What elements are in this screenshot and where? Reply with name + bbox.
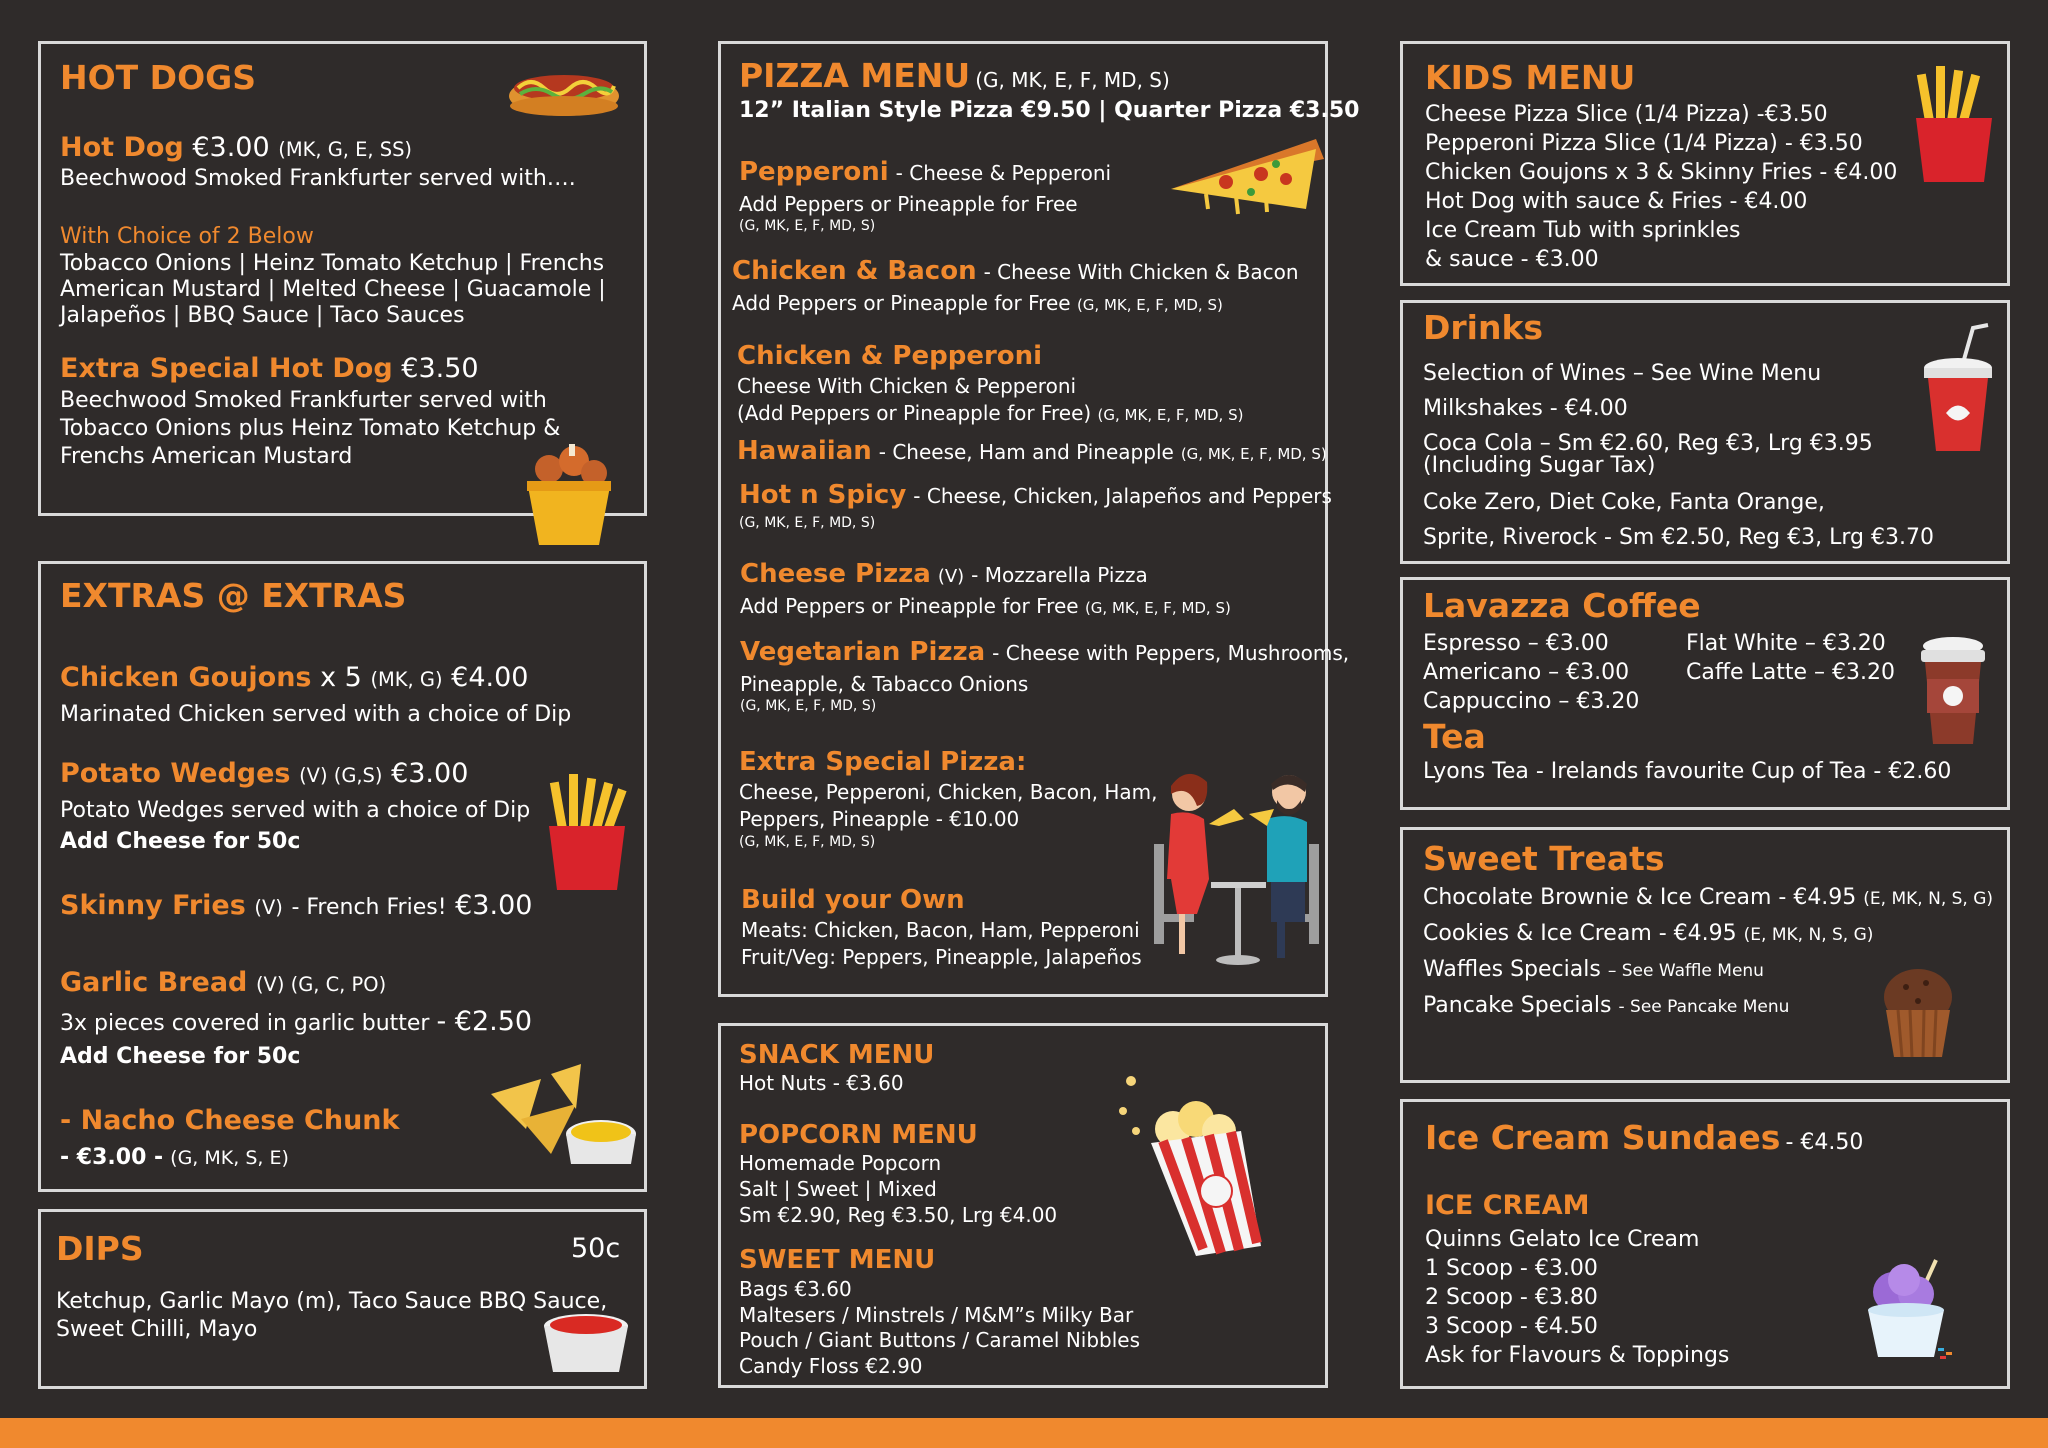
brownie-line (1423, 884, 1993, 913)
pizza-item-allergens: (G, MK, E, F, MD, S) (1084, 599, 1231, 617)
sweet-treats-title: Sweet Treats (1423, 839, 1665, 878)
pizza-item-name: Hot n Spicy (739, 480, 907, 510)
pizza-item-line-wrap (732, 290, 1223, 319)
goujons-allergens: (MK, G) (370, 668, 443, 691)
drinks-line-1: Selection of Wines – See Wine Menu (1423, 361, 1822, 386)
tea-title: Tea (1423, 717, 1486, 756)
coffee-espresso: Espresso – €3.00 (1423, 631, 1609, 656)
cookies-allergens: (E, MK, N, S, G) (1743, 925, 1874, 945)
coffee-cup-icon (1913, 634, 1993, 749)
ice-cream-line: Quinns Gelato Ice Cream (1425, 1227, 1700, 1252)
pizza-item-line-wrap (740, 593, 1231, 621)
fries-desc: - French Fries! (291, 895, 447, 920)
waffles-item: Waffles Specials (1423, 957, 1601, 982)
garlic-desc: 3x pieces covered in garlic butter (60, 1011, 430, 1036)
sweet-treats-panel (1400, 827, 2010, 1083)
choice-line-2: American Mustard | Melted Cheese | Guacamole | (60, 277, 606, 302)
kids-line: Hot Dog with sauce & Fries - €4.00 (1425, 189, 1808, 214)
pizza-item-allergens: (G, MK, E, F, MD, S) (1076, 296, 1223, 314)
tea-line: Lyons Tea - Irelands favourite Cup of Tea - €2.60 (1423, 759, 1952, 784)
pizza-item-line: Cheese, Pepperoni, Chicken, Bacon, Ham, (739, 780, 1158, 804)
garlic-tags: (V) (G, C, PO) (255, 973, 387, 996)
pizza-item-desc: - Cheese & Pepperoni (895, 161, 1112, 185)
choice-heading: With Choice of 2 Below (60, 224, 314, 249)
hot-dog-desc: Beechwood Smoked Frankfurter served with…. (60, 166, 576, 191)
pizza-slice-icon (1166, 134, 1326, 219)
ice-cream-line: Ask for Flavours & Toppings (1425, 1343, 1730, 1368)
pizza-item-line: Add Peppers or Pineapple for Free (739, 192, 1078, 216)
pizza-item-allergens: (G, MK, E, F, MD, S) (740, 698, 877, 714)
pizza-title: PIZZA MENU (739, 56, 971, 95)
hot-dogs-title: HOT DOGS (60, 58, 256, 97)
pizza-item-name: Build your Own (741, 885, 965, 915)
choice-line-1: Tobacco Onions | Heinz Tomato Ketchup | Frenchs (60, 251, 605, 276)
wedges-cheese: Add Cheese for 50c (60, 829, 301, 854)
wedges-price: €3.00 (391, 758, 469, 789)
snack-title: SNACK MENU (739, 1040, 935, 1070)
sweet-line-1: Bags €3.60 (739, 1277, 852, 1301)
goujons-desc: Marinated Chicken served with a choice of Dip (60, 702, 572, 727)
pizza-item-name: Extra Special Pizza: (739, 747, 1027, 777)
pizza-item-hot-n-spicy (739, 482, 1332, 510)
extras-panel (38, 561, 647, 1192)
pizza-item-line: Add Peppers or Pineapple for Free (732, 291, 1071, 315)
pizza-item-vegetarian (740, 639, 1349, 667)
nacho-line (60, 1144, 289, 1172)
pizza-item-line-wrap (737, 400, 1243, 428)
sundaes-panel (1400, 1099, 2010, 1389)
goujons-name: Chicken Goujons (60, 662, 312, 693)
kids-line: Chicken Goujons x 3 & Skinny Fries - €4.00 (1425, 160, 1898, 185)
garlic-cheese: Add Cheese for 50c (60, 1044, 301, 1069)
garlic-name: Garlic Bread (60, 967, 248, 998)
dips-price: 50c (571, 1233, 621, 1264)
kids-panel (1400, 41, 2010, 286)
pizza-item-allergens: (G, MK, E, F, MD, S) (739, 218, 876, 234)
pizza-item-allergens: (G, MK, E, F, MD, S) (1180, 445, 1327, 463)
hot-dog-allergens: (MK, G, E, SS) (278, 138, 413, 161)
pizza-title-allergens: (G, MK, E, F, MD, S) (975, 68, 1170, 92)
extra-hot-dog-price: €3.50 (401, 353, 479, 384)
drinks-line-5: Coke Zero, Diet Coke, Fanta Orange, (1423, 490, 1825, 515)
nacho-name: - Nacho Cheese Chunk (60, 1105, 400, 1136)
couple-eating-icon (1149, 764, 1324, 974)
sweet-title: SWEET MENU (739, 1245, 936, 1275)
sundaes-title-line (1425, 1118, 1863, 1158)
goujons-qty: x 5 (320, 662, 362, 693)
extra-hot-dog-item (60, 353, 479, 385)
pancakes-line (1423, 992, 1789, 1021)
kids-fries-icon (1908, 66, 1998, 186)
pizza-item-tag: (V) (937, 566, 965, 587)
fries-price: €3.00 (455, 890, 533, 921)
hot-dog-item (60, 132, 412, 166)
extra-line-3: Frenchs American Mustard (60, 444, 353, 469)
choice-line-3: Jalapeños | BBQ Sauce | Taco Sauces (60, 303, 465, 328)
dips-line-1: Ketchup, Garlic Mayo (m), Taco Sauce BBQ Sauce, (56, 1289, 608, 1314)
hot-dogs-panel (38, 41, 647, 516)
pizza-item-desc: - Cheese, Ham and Pineapple (878, 440, 1174, 464)
coffee-cappuccino: Cappuccino – €3.20 (1423, 689, 1640, 714)
coffee-title: Lavazza Coffee (1423, 586, 1701, 625)
wedges-item (60, 758, 468, 792)
pizza-item-name: Pepperoni (739, 157, 889, 187)
dips-title: DIPS (56, 1229, 144, 1268)
cookies-line (1423, 920, 1873, 949)
pizza-item-desc: - Cheese, Chicken, Jalapeños and Peppers (913, 484, 1332, 508)
pizza-item-name: Chicken & Bacon (732, 256, 977, 286)
popcorn-icon (1111, 1071, 1281, 1261)
coffee-flat-white: Flat White – €3.20 (1686, 631, 1886, 656)
pizza-item-allergens: (G, MK, E, F, MD, S) (739, 834, 876, 850)
sweet-line-3: Pouch / Giant Buttons / Caramel Nibbles (739, 1328, 1141, 1352)
brownie-item: Chocolate Brownie & Ice Cream - €4.95 (1423, 885, 1857, 910)
nacho-allergens: (G, MK, S, E) (170, 1147, 289, 1169)
drinks-line-3: Coca Cola – Sm €2.60, Reg €3, Lrg €3.95 (1423, 431, 1873, 456)
kids-line: & sauce - €3.00 (1425, 247, 1599, 272)
kids-line: Pepperoni Pizza Slice (1/4 Pizza) - €3.50 (1425, 131, 1863, 156)
drinks-line-4: (Including Sugar Tax) (1423, 453, 1656, 478)
hot-dog-price: €3.00 (192, 132, 270, 163)
kids-line: Cheese Pizza Slice (1/4 Pizza) -€3.50 (1425, 102, 1828, 127)
coffee-americano: Americano – €3.00 (1423, 660, 1630, 685)
soda-cup-icon (1918, 323, 1998, 458)
extra-line-2: Tobacco Onions plus Heinz Tomato Ketchup & (60, 416, 561, 441)
fries-item (60, 890, 532, 924)
popcorn-line-1: Homemade Popcorn (739, 1151, 942, 1175)
fries-name: Skinny Fries (60, 890, 246, 921)
pizza-item-desc: - Cheese with Peppers, Mushrooms, (992, 641, 1350, 665)
extra-line-1: Beechwood Smoked Frankfurter served with (60, 388, 547, 413)
drinks-line-2: Milkshakes - €4.00 (1423, 396, 1628, 421)
drinks-panel (1400, 300, 2010, 564)
sundaes-price: - €4.50 (1785, 1130, 1864, 1155)
muffin-icon (1878, 965, 1958, 1060)
pizza-item-desc: - Cheese With Chicken & Bacon (983, 260, 1299, 284)
pizza-item-allergens: (G, MK, E, F, MD, S) (739, 515, 876, 531)
extras-title: EXTRAS @ EXTRAS (60, 576, 407, 615)
pizza-item-chicken-bacon (732, 258, 1299, 286)
bottom-accent-bar (0, 1418, 2048, 1448)
waffles-line (1423, 956, 1764, 985)
pizza-panel (718, 41, 1360, 997)
ice-cream-title: ICE CREAM (1425, 1190, 1590, 1221)
coffee-caffe-latte: Caffe Latte – €3.20 (1686, 660, 1896, 685)
pizza-item-cheese (740, 561, 1148, 590)
pizza-item-name: Cheese Pizza (740, 559, 931, 589)
wedges-desc: Potato Wedges served with a choice of Dip (60, 798, 531, 823)
pizza-item-line: Fruit/Veg: Peppers, Pineapple, Jalapeños (741, 945, 1142, 969)
drinks-title: Drinks (1423, 308, 1544, 347)
pancakes-note: - See Pancake Menu (1618, 997, 1790, 1017)
coffee-panel (1400, 577, 2010, 810)
pizza-title-line (739, 56, 1170, 96)
garlic-price: - €2.50 (436, 1006, 533, 1037)
brownie-allergens: (E, MK, N, S, G) (1863, 889, 1994, 909)
kids-title: KIDS MENU (1425, 58, 1636, 97)
pancakes-item: Pancake Specials (1423, 993, 1612, 1018)
goujons-item (60, 662, 528, 696)
cookies-item: Cookies & Ice Cream - €4.95 (1423, 921, 1737, 946)
drinks-line-6: Sprite, Riverock - Sm €2.50, Reg €3, Lrg €3.70 (1423, 525, 1934, 550)
waffles-note: – See Waffle Menu (1607, 961, 1764, 981)
sweet-line-2: Maltesers / Minstrels / M&M”s Milky Bar (739, 1303, 1134, 1327)
sweet-line-4: Candy Floss €2.90 (739, 1354, 923, 1378)
chicken-bucket-icon (519, 439, 619, 549)
snack-panel (718, 1023, 1328, 1388)
pizza-item-allergens: (G, MK, E, F, MD, S) (1097, 406, 1244, 424)
pizza-item-line: Add Peppers or Pineapple for Free (740, 594, 1079, 618)
nachos-icon (481, 1064, 641, 1169)
goujons-price: €4.00 (451, 662, 529, 693)
dips-line-2: Sweet Chilli, Mayo (56, 1317, 258, 1342)
popcorn-line-2: Salt | Sweet | Mixed (739, 1177, 937, 1201)
ice-cream-line: 3 Scoop - €4.50 (1425, 1314, 1598, 1339)
pizza-item-line: Meats: Chicken, Bacon, Ham, Pepperoni (741, 918, 1140, 942)
sundaes-title: Ice Cream Sundaes (1425, 1118, 1781, 1157)
popcorn-line-3: Sm €2.90, Reg €3.50, Lrg €4.00 (739, 1203, 1058, 1227)
pizza-item-pepperoni (739, 159, 1111, 187)
ice-cream-line: 1 Scoop - €3.00 (1425, 1256, 1598, 1281)
fries-tags: (V) (254, 896, 283, 919)
pizza-item-name: Chicken & Pepperoni (737, 341, 1043, 371)
nacho-price: - €3.00 - (60, 1145, 164, 1170)
garlic-desc-line (60, 1008, 532, 1037)
pizza-item-line: Cheese With Chicken & Pepperoni (737, 374, 1077, 398)
popcorn-title: POPCORN MENU (739, 1120, 978, 1150)
wedges-tags: (V) (G,S) (299, 764, 383, 787)
dip-cup-icon (541, 1312, 631, 1376)
garlic-item (60, 967, 386, 1001)
pizza-item-line: (Add Peppers or Pineapple for Free) (737, 401, 1092, 425)
pizza-subtitle: 12” Italian Style Pizza €9.50 | Quarter Pizza €3.50 (739, 98, 1360, 123)
pizza-item-hawaiian (737, 438, 1327, 468)
snack-line: Hot Nuts - €3.60 (739, 1071, 904, 1095)
extra-hot-dog-name: Extra Special Hot Dog (60, 353, 393, 384)
ice-cream-cup-icon (1858, 1252, 1958, 1362)
hotdog-icon (506, 54, 626, 124)
hot-dog-name: Hot Dog (60, 132, 184, 163)
kids-line: Ice Cream Tub with sprinkles (1425, 218, 1741, 243)
dips-panel (38, 1209, 647, 1389)
fries-icon (541, 774, 631, 894)
pizza-item-name: Hawaiian (737, 436, 872, 466)
pizza-item-desc: - Mozzarella Pizza (971, 563, 1148, 587)
pizza-item-name: Vegetarian Pizza (740, 637, 986, 667)
pizza-item-line: Pineapple, & Tabacco Onions (740, 672, 1029, 696)
pizza-item-line: Peppers, Pineapple - €10.00 (739, 807, 1020, 831)
ice-cream-line: 2 Scoop - €3.80 (1425, 1285, 1598, 1310)
wedges-name: Potato Wedges (60, 758, 291, 789)
